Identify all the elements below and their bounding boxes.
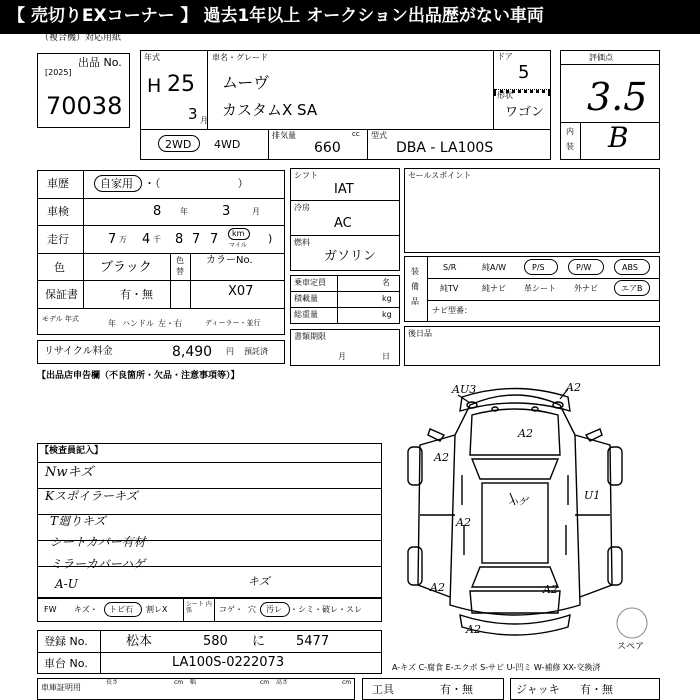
cert-height: 高さ [276, 679, 289, 686]
lot-label: 出品 No. [78, 56, 122, 69]
model-code: DBA - LA100S [396, 140, 494, 156]
equip-ext-navi: 外ナビ [574, 284, 598, 293]
inspect-year-unit: 年 [180, 207, 188, 216]
handle-value: 左・右 [158, 319, 182, 328]
damage-mark-front-right: A2 [566, 381, 581, 394]
damage-codes: A-キズ C-腐食 E-エクボ S-サビ U-凹ミ W-補修 XX-交換済 [392, 663, 601, 672]
capacity-label: 乗車定員 [294, 278, 326, 287]
sales-point-box [404, 168, 660, 253]
car-name: ムーヴ [222, 73, 270, 92]
lot-number: 70038 [46, 92, 123, 120]
after-box [404, 326, 660, 366]
equip-abs: ABS [622, 263, 638, 272]
seller-label: 【出品店申告欄（不良箇所・欠品・注意事項等）】 [37, 371, 240, 381]
equipment-label-3: 品 [411, 297, 419, 306]
repaint-1: 色 [176, 256, 184, 265]
mileage-digit-2: 4 [142, 232, 151, 247]
warranty-label: 保証書 [45, 288, 78, 301]
fuel-label: 燃料 [294, 238, 310, 247]
month-value: 3 [188, 105, 198, 123]
color-value: ブラック [100, 260, 152, 275]
page-title: 【 売切りEXコーナー 】 過去1年以上 オークション出品歴がない車両 [8, 6, 544, 26]
equip-ps: P/S [532, 263, 545, 272]
shift-label: シフト [294, 171, 318, 180]
fuel-value: ガソリン [324, 249, 377, 264]
load-label: 積載量 [294, 294, 318, 303]
mileage-label: 走行 [47, 233, 69, 246]
damage-mark-rear: A2 [543, 583, 558, 596]
inspect-year: 8 [153, 204, 162, 219]
cert-length: 長さ [106, 679, 119, 686]
reg-rest: ・（ ） [144, 177, 249, 190]
warranty-value: 有・無 [120, 288, 153, 301]
drive-2wd: 2WD [165, 138, 192, 151]
body-type: ワゴン [505, 105, 545, 120]
ac-label: 冷房 [294, 203, 310, 212]
car-damage-diagram [400, 375, 630, 645]
subtitle: （複合機）対応用紙 [40, 33, 122, 43]
damage-mark-au3: AU3 [452, 383, 477, 396]
inspector-note-3: T廻りキズ [50, 514, 106, 528]
load-unit: kg [382, 294, 392, 303]
disp-unit: cc [352, 130, 360, 138]
equip-pw: P/W [576, 263, 592, 272]
damage-mark-left-side: A2 [456, 516, 471, 529]
legend-seat: シート 内 張 [186, 601, 212, 614]
cert-cm-3: cm [342, 679, 352, 686]
drive-4wd: 4WD [214, 138, 241, 151]
score-label: 評価点 [589, 53, 613, 62]
inspector-note-1: Nwキズ [45, 465, 94, 480]
inspector-label: 【検査員記入】 [40, 446, 104, 456]
body-label: 形状 [497, 91, 513, 100]
mileage-digit-5: 7 [210, 232, 219, 247]
inspector-note-2: Kスポイラーキズ [45, 489, 138, 503]
shift-value: IAT [334, 182, 354, 197]
recycle-label: リサイクル料金 [44, 346, 113, 357]
model-year-label: モデル 年式 [42, 315, 79, 323]
model-label: 型式 [371, 131, 387, 140]
legend-chip: トビ石 [109, 605, 133, 614]
damage-mark-roof: ハゲ [508, 497, 528, 508]
reg-no-label: 登録 No. [44, 635, 88, 648]
handle-label: ハンドル [122, 319, 154, 328]
car-grade: カスタムX SA [222, 101, 318, 119]
model-year-unit: 年 [108, 319, 116, 328]
gross-unit: kg [382, 310, 392, 319]
damage-mark-front-left: A2 [434, 451, 449, 464]
doc-month: 月 [338, 352, 346, 361]
door-label: ドア [497, 52, 513, 61]
colorno-value: X07 [228, 284, 254, 299]
jack-value: 有・無 [580, 683, 613, 696]
equip-tv: 純TV [440, 284, 459, 293]
inspector-note-5: ミラーカバーハゲ [50, 557, 146, 571]
legend-burn: コゲ・ [219, 605, 243, 614]
cert-label: 車庫証明用 [41, 683, 81, 692]
equip-sr: S/R [443, 263, 457, 272]
inspect-month-unit: 月 [252, 207, 260, 216]
sales-point-label: セールスポイント [408, 171, 472, 180]
reg-private: 自家用 [100, 177, 133, 190]
interior-label-2: 装 [566, 142, 574, 151]
legend-dirt: 汚レ [266, 605, 282, 614]
interior-label-1: 内 [566, 127, 574, 136]
reg-label: 車歴 [47, 177, 69, 190]
reg-place: 松本 [126, 634, 153, 649]
legend-hole: 穴 [248, 605, 256, 614]
equip-leather: 革シート [524, 284, 556, 293]
after-label: 後日品 [408, 329, 432, 338]
damage-mark-bumper: A2 [466, 623, 481, 636]
repaint-2: 替 [176, 267, 184, 276]
month-unit: 月 [200, 116, 208, 125]
inspect-month: 3 [222, 204, 231, 219]
year-label: 年式 [144, 53, 160, 62]
recycle-unit: 円 [226, 347, 234, 356]
tools-value: 有・無 [440, 683, 473, 696]
mileage-digit-4: 7 [192, 232, 201, 247]
lot-year-tag: [2025] [45, 68, 72, 77]
mileage-digit-3: 8 [175, 232, 184, 247]
equip-airbag: エアB [621, 284, 643, 293]
mileage-unit-man: 万 [119, 235, 127, 244]
chassis-number: LA100S-0222073 [172, 655, 285, 670]
recycle-note: 預託済 [244, 347, 268, 356]
displacement: 660 [314, 140, 341, 156]
damage-mark-rear-left: A2 [430, 581, 445, 594]
cert-cm-1: cm [174, 679, 184, 686]
cert-cm-2: cm [260, 679, 270, 686]
equipment-label-1: 装 [411, 267, 419, 276]
inspector-note-6: A-U [55, 577, 78, 591]
equip-navi: 純ナビ [482, 284, 506, 293]
gross-label: 総重量 [294, 310, 318, 319]
score-value: 3.5 [587, 75, 648, 119]
legend-fw: FW [44, 605, 57, 614]
recycle-value: 8,490 [172, 344, 213, 360]
mileage-bracket: ) [268, 232, 273, 245]
dealer-label: ディーラー・並行 [205, 319, 261, 327]
mileage-unit-sen: 千 [153, 235, 161, 244]
km-unit: km [232, 229, 245, 238]
colorno-label: カラーNo. [206, 255, 253, 266]
damage-mark-right-side: U1 [584, 489, 601, 502]
tools-label: 工具 [372, 683, 394, 696]
chassis-label: 車台 No. [44, 657, 88, 670]
reg-number: 5477 [296, 634, 330, 649]
year-era: H [147, 75, 162, 97]
reg-class: 580 [203, 634, 228, 649]
year-value: 25 [167, 72, 195, 97]
legend-note-scratch: キズ [248, 575, 270, 588]
legend-crack: 割レX [146, 605, 168, 614]
navi-model-label: ナビ型番： [432, 306, 472, 315]
doc-label: 書類期限 [294, 332, 326, 341]
mileage-digit-1: 7 [108, 232, 117, 247]
capacity-unit: 名 [382, 278, 390, 287]
equipment-label-2: 備 [411, 282, 419, 291]
reg-kana: に [252, 634, 266, 649]
ac-value: AC [334, 216, 352, 231]
damage-mark-hood: A2 [518, 427, 533, 440]
name-label: 車名・グレード [212, 53, 268, 62]
inspector-note-4: シートカバー有材 [50, 535, 146, 549]
legend-scratch: キズ・ [74, 605, 98, 614]
equip-aw: 純A/W [482, 263, 507, 272]
doc-day: 日 [382, 352, 390, 361]
spare-label: スペア [617, 642, 645, 652]
door-count: 5 [518, 62, 530, 83]
jack-label: ジャッキ [516, 683, 560, 696]
legend-rest: ・シミ・破レ・スレ [290, 605, 362, 614]
cert-width: 幅 [190, 679, 197, 686]
disp-label: 排気量 [272, 131, 296, 140]
color-label: 色 [54, 261, 65, 274]
interior-score: B [608, 121, 629, 154]
inspect-label: 車検 [47, 205, 69, 218]
spare-tire-icon [612, 606, 652, 640]
mile-unit: マイル [229, 242, 247, 249]
